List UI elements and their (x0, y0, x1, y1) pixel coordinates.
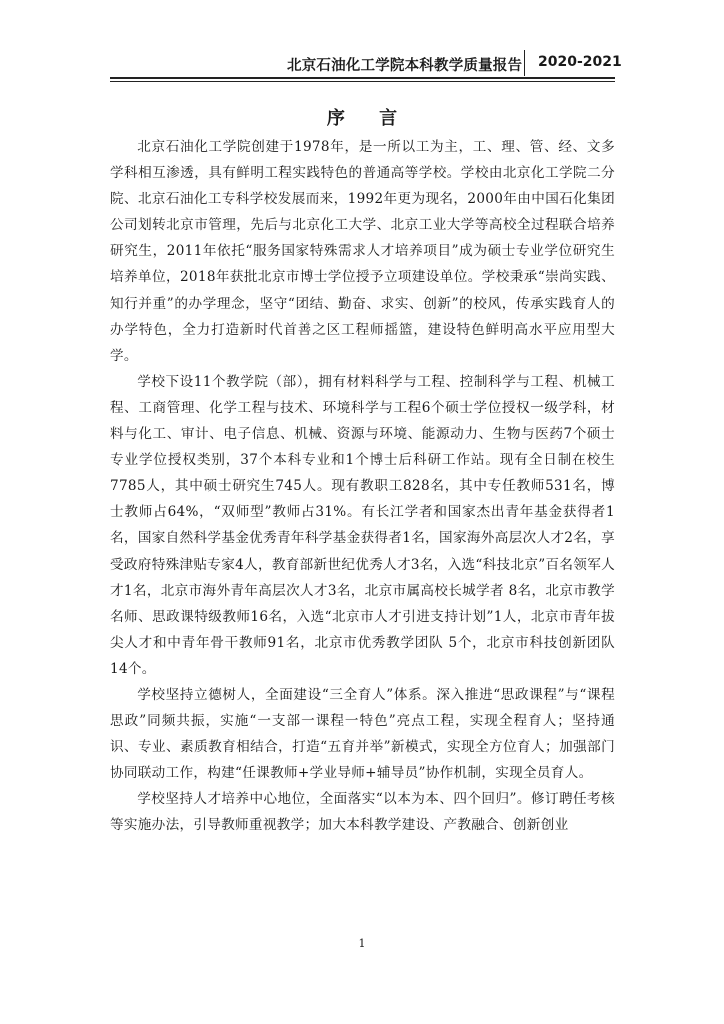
paragraph-intro: 北京石油化工学院创建于1978年，是一所以工为主，工、理、管、经、文多学科相互渗透，具有鲜明工程实践特色的普通高等学校。学校由北京化工学院二分院、北京石油化工专科学校发展而来，1992年更为现名，2000年由中国石化集团公司划转北京市管理，先后与北京化工大学、北京工业大学等高校全过程联合培养研究生，2011年依托“服务国家特殊需求人才培养项目”成为硕士专业学位研究生培养单位，2018年获批北京市博士学位授予立项建设单位。学校秉承“崇尚实践、知行并重”的办学理念，坚守“团结、勤奋、求实、创新”的校风，传承实践育人的办学特色，全力打造新时代首善之区工程师摇篮，建设特色鲜明高水平应用型大学。 (110, 139, 615, 364)
page-header (110, 54, 622, 78)
paragraph-education: 学校坚持立德树人，全面建设“三全育人”体系。深入推进“思政课程”与“课程思政”同频共振，实施“一支部一课程一特色”亮点工程，实现全程育人；坚持通识、专业、素质教育相结合，打造“五育并举”新模式，实现全方位育人；加强部门协同联动工作，构建“任课教师+学业导师+辅导员”协作机制，实现全员育人。 (110, 686, 615, 782)
report-year: 2020-2021 (538, 54, 622, 70)
header-divider (524, 50, 525, 76)
paragraph-faculty: 学校下设11个教学院（部），拥有材料科学与工程、控制科学与工程、机械工程、工商管理、化学工程与技术、环境科学与工程6个硕士学位授权一级学科，材料与化工、审计、电子信息、机械、资源与环境、能源动力、生物与医药7个硕士专业学位授权类别，37个本科专业和1个博士后科研工作站。现有全日制在校生7785人，其中硕士研究生745人。现有教职工828名，其中专任教师531名，博士教师占64%，“双师型”教师占31%。有长江学者和国家杰出青年基金获得者1名，国家自然科学基金优秀青年科学基金获得者1名，国家海外高层次人才2名，享受政府特殊津贴专家4人，教育部新世纪优秀人才3名，入选“科技北京”百名领军人才1名，北京市海外青年高层次人才3名，北京市属高校长城学者 8名，北京市教学名师、思政课特级教师16名，入选“北京市人才引进支持计划”1人，北京市青年拔尖人才和中青年骨干教师91名，北京市优秀教学团队 5个，北京市科技创新团队 14个。 (110, 373, 615, 677)
paragraph-training: 学校坚持人才培养中心地位，全面落实“以本为本、四个回归”。修订聘任考核等实施办法，引导教师重视教学；加大本科教学建设、产教融合、创新创业 (110, 791, 615, 834)
header-rule-thin (110, 81, 615, 82)
header-rule (110, 77, 615, 79)
report-title: 北京石油化工学院本科教学质量报告 (287, 58, 523, 74)
body-text (110, 134, 615, 839)
page-number: 1 (358, 937, 366, 950)
section-title: 序 言 (326, 108, 412, 129)
